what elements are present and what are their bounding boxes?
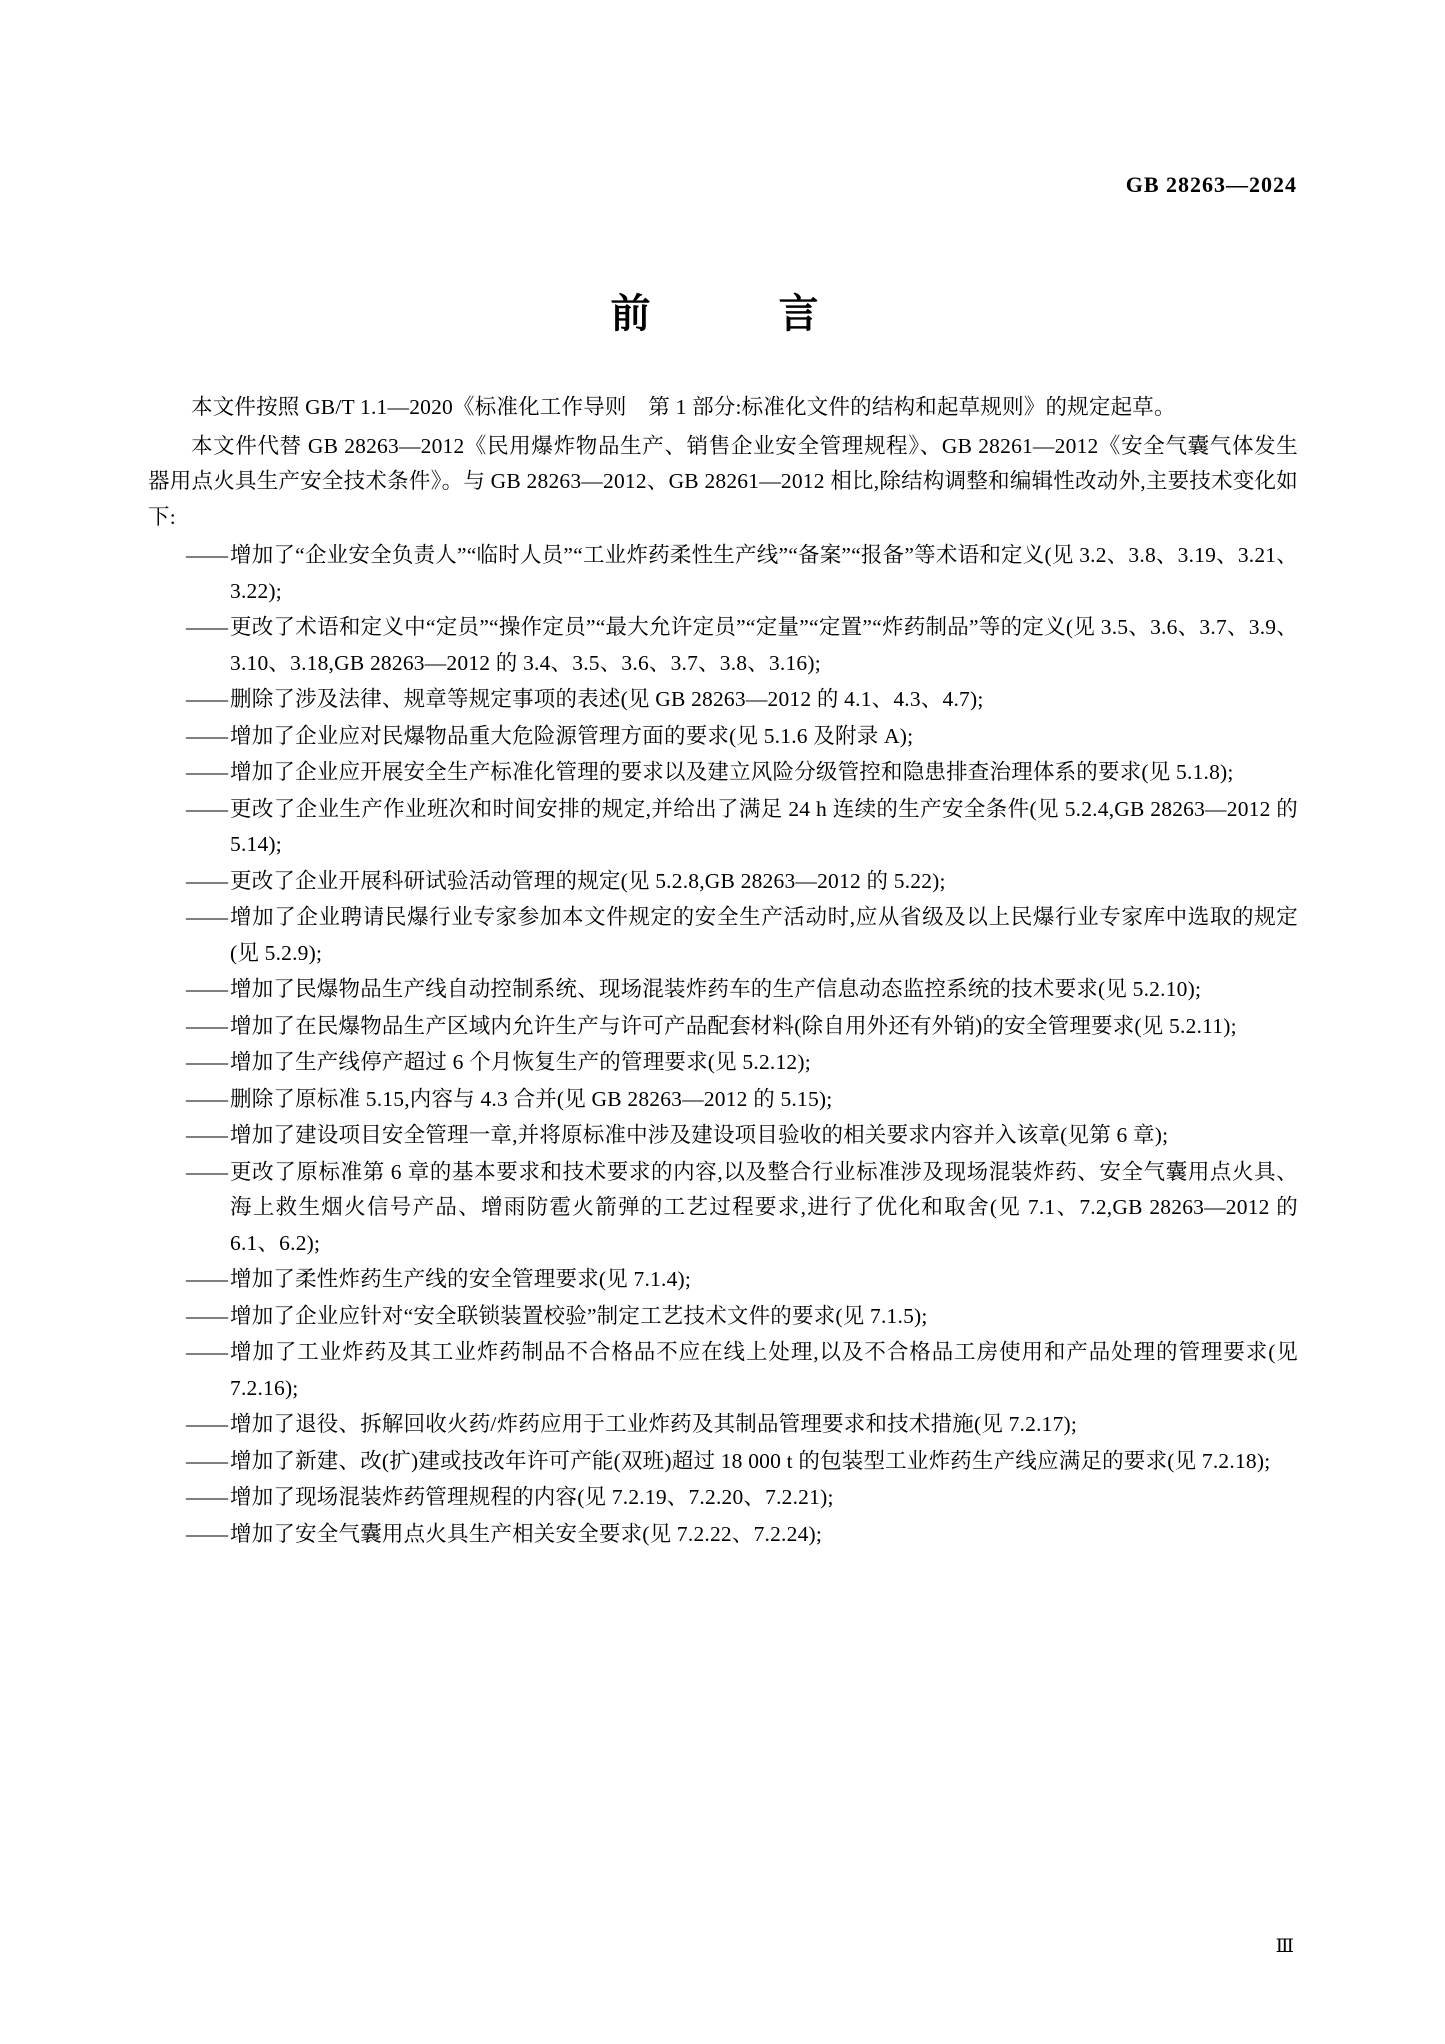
dash-marker-icon: —— bbox=[186, 723, 227, 748]
list-item bbox=[148, 1335, 1298, 1406]
list-item-text: 增加了现场混装炸药管理规程的内容(见 7.2.19、7.2.20、7.2.21); bbox=[230, 1485, 834, 1509]
dash-marker-icon: —— bbox=[186, 687, 227, 711]
list-item bbox=[148, 972, 1298, 1008]
list-item bbox=[148, 1407, 1298, 1443]
dash-marker-icon: —— bbox=[186, 796, 227, 821]
list-item-text: 删除了涉及法律、规章等规定事项的表述(见 GB 28263—2012 的 4.1、4.3、4.7); bbox=[230, 687, 984, 711]
list-item-text: 增加了工业炸药及其工业炸药制品不合格品不应在线上处理,以及不合格品工房使用和产品处理的管理要求(见 7.2.16); bbox=[230, 1340, 1298, 1400]
list-item bbox=[148, 792, 1298, 863]
paragraph-replacement: 本文件代替 GB 28263—2012《民用爆炸物品生产、销售企业安全管理规程》、GB 28261—2012《安全气囊气体发生器用点火具生产安全技术条件》。与 GB 28263—2012、GB 28261—2012 相比,除结构调整和编辑性改动外,主要技术变化如下: bbox=[148, 433, 1298, 529]
dash-marker-icon: —— bbox=[186, 1340, 227, 1364]
list-item-text: 增加了企业聘请民爆行业专家参加本文件规定的安全生产活动时,应从省级及以上民爆行业专家库中选取的规定(见 5.2.9); bbox=[230, 905, 1298, 965]
dash-marker-icon: —— bbox=[186, 1013, 227, 1038]
list-item bbox=[148, 755, 1298, 791]
document-body bbox=[148, 390, 1298, 1553]
list-item-text: 增加了“企业安全负责人”“临时人员”“工业炸药柔性生产线”“备案”“报备”等术语和定义(见 3.2、3.8、3.19、3.21、3.22); bbox=[230, 543, 1298, 603]
list-item-text: 增加了生产线停产超过 6 个月恢复生产的管理要求(见 5.2.12); bbox=[230, 1050, 811, 1074]
paragraph-basis: 本文件按照 GB/T 1.1—2020《标准化工作导则 第 1 部分:标准化文件的结构和起草规则》的规定起草。 bbox=[191, 395, 1176, 419]
list-item-text: 增加了柔性炸药生产线的安全管理要求(见 7.1.4); bbox=[230, 1267, 692, 1291]
dash-marker-icon: —— bbox=[186, 1412, 227, 1436]
list-item bbox=[148, 610, 1298, 681]
list-item bbox=[148, 1082, 1298, 1118]
list-item bbox=[148, 1045, 1298, 1081]
list-item-text: 增加了企业应开展安全生产标准化管理的要求以及建立风险分级管控和隐患排查治理体系的要求(见 5.1.8); bbox=[230, 760, 1234, 784]
list-item-text: 删除了原标准 5.15,内容与 4.3 合并(见 GB 28263—2012 的 5.15); bbox=[230, 1086, 833, 1111]
list-item bbox=[148, 1480, 1298, 1516]
list-item bbox=[148, 682, 1298, 718]
list-item bbox=[148, 1262, 1298, 1298]
list-item-text: 增加了民爆物品生产线自动控制系统、现场混装炸药车的生产信息动态监控系统的技术要求(见 5.2.10); bbox=[230, 977, 1202, 1001]
technical-changes-list bbox=[148, 538, 1298, 1552]
list-item bbox=[148, 538, 1298, 609]
dash-marker-icon: —— bbox=[186, 1448, 227, 1473]
dash-marker-icon: —— bbox=[186, 1521, 227, 1546]
page-header-standard-id: GB 28263—2024 bbox=[1125, 172, 1297, 197]
list-item-text: 增加了退役、拆解回收火药/炸药应用于工业炸药及其制品管理要求和技术措施(见 7.2.17); bbox=[230, 1412, 1078, 1436]
list-item bbox=[148, 864, 1298, 900]
dash-marker-icon: —— bbox=[186, 1050, 227, 1074]
dash-marker-icon: —— bbox=[186, 1303, 227, 1328]
list-item bbox=[148, 900, 1298, 971]
dash-marker-icon: —— bbox=[186, 543, 227, 567]
dash-marker-icon: —— bbox=[186, 615, 227, 639]
dash-marker-icon: —— bbox=[186, 868, 227, 893]
list-item-text: 更改了企业生产作业班次和时间安排的规定,并给出了满足 24 h 连续的生产安全条件(见 5.2.4,GB 28263—2012 的 5.14); bbox=[230, 796, 1298, 856]
dash-marker-icon: —— bbox=[186, 1086, 227, 1111]
list-item-text: 增加了在民爆物品生产区域内允许生产与许可产品配套材料(除自用外还有外销)的安全管理要求(见 5.2.11); bbox=[230, 1013, 1237, 1038]
page-number: Ⅲ bbox=[1275, 1936, 1295, 1957]
page-title: 前 言 bbox=[610, 290, 835, 337]
list-item-text: 增加了安全气囊用点火具生产相关安全要求(见 7.2.22、7.2.24); bbox=[230, 1521, 823, 1546]
list-item bbox=[148, 719, 1298, 755]
dash-marker-icon: —— bbox=[186, 1159, 227, 1184]
dash-marker-icon: —— bbox=[186, 760, 227, 784]
dash-marker-icon: —— bbox=[186, 1267, 227, 1291]
list-item bbox=[148, 1444, 1298, 1480]
list-item bbox=[148, 1118, 1298, 1154]
list-item-text: 增加了企业应针对“安全联锁装置校验”制定工艺技术文件的要求(见 7.1.5); bbox=[230, 1303, 928, 1328]
list-item-text: 增加了建设项目安全管理一章,并将原标准中涉及建设项目验收的相关要求内容并入该章(见第 6 章); bbox=[230, 1123, 1169, 1147]
dash-marker-icon: —— bbox=[186, 1485, 227, 1509]
list-item bbox=[148, 1299, 1298, 1335]
list-item bbox=[148, 1517, 1298, 1553]
dash-marker-icon: —— bbox=[186, 977, 227, 1001]
list-item-text: 增加了企业应对民爆物品重大危险源管理方面的要求(见 5.1.6 及附录 A); bbox=[230, 723, 914, 748]
list-item-text: 更改了企业开展科研试验活动管理的规定(见 5.2.8,GB 28263—2012 的 5.22); bbox=[230, 868, 946, 893]
list-item-text: 更改了原标准第 6 章的基本要求和技术要求的内容,以及整合行业标准涉及现场混装炸药、安全气囊用点火具、海上救生烟火信号产品、增雨防雹火箭弹的工艺过程要求,进行了优化和取舍(见 7.1、7.2,GB 28263—2012 的 6.1、6.2); bbox=[230, 1159, 1298, 1255]
dash-marker-icon: —— bbox=[186, 1123, 227, 1147]
list-item bbox=[148, 1155, 1298, 1262]
list-item-text: 增加了新建、改(扩)建或技改年许可产能(双班)超过 18 000 t 的包装型工业炸药生产线应满足的要求(见 7.2.18); bbox=[230, 1448, 1271, 1473]
list-item bbox=[148, 1009, 1298, 1045]
dash-marker-icon: —— bbox=[186, 905, 227, 929]
list-item-text: 更改了术语和定义中“定员”“操作定员”“最大允许定员”“定量”“定置”“炸药制品”等的定义(见 3.5、3.6、3.7、3.9、3.10、3.18,GB 28263—2012 的 3.4、3.5、3.6、3.7、3.8、3.16); bbox=[230, 615, 1298, 675]
